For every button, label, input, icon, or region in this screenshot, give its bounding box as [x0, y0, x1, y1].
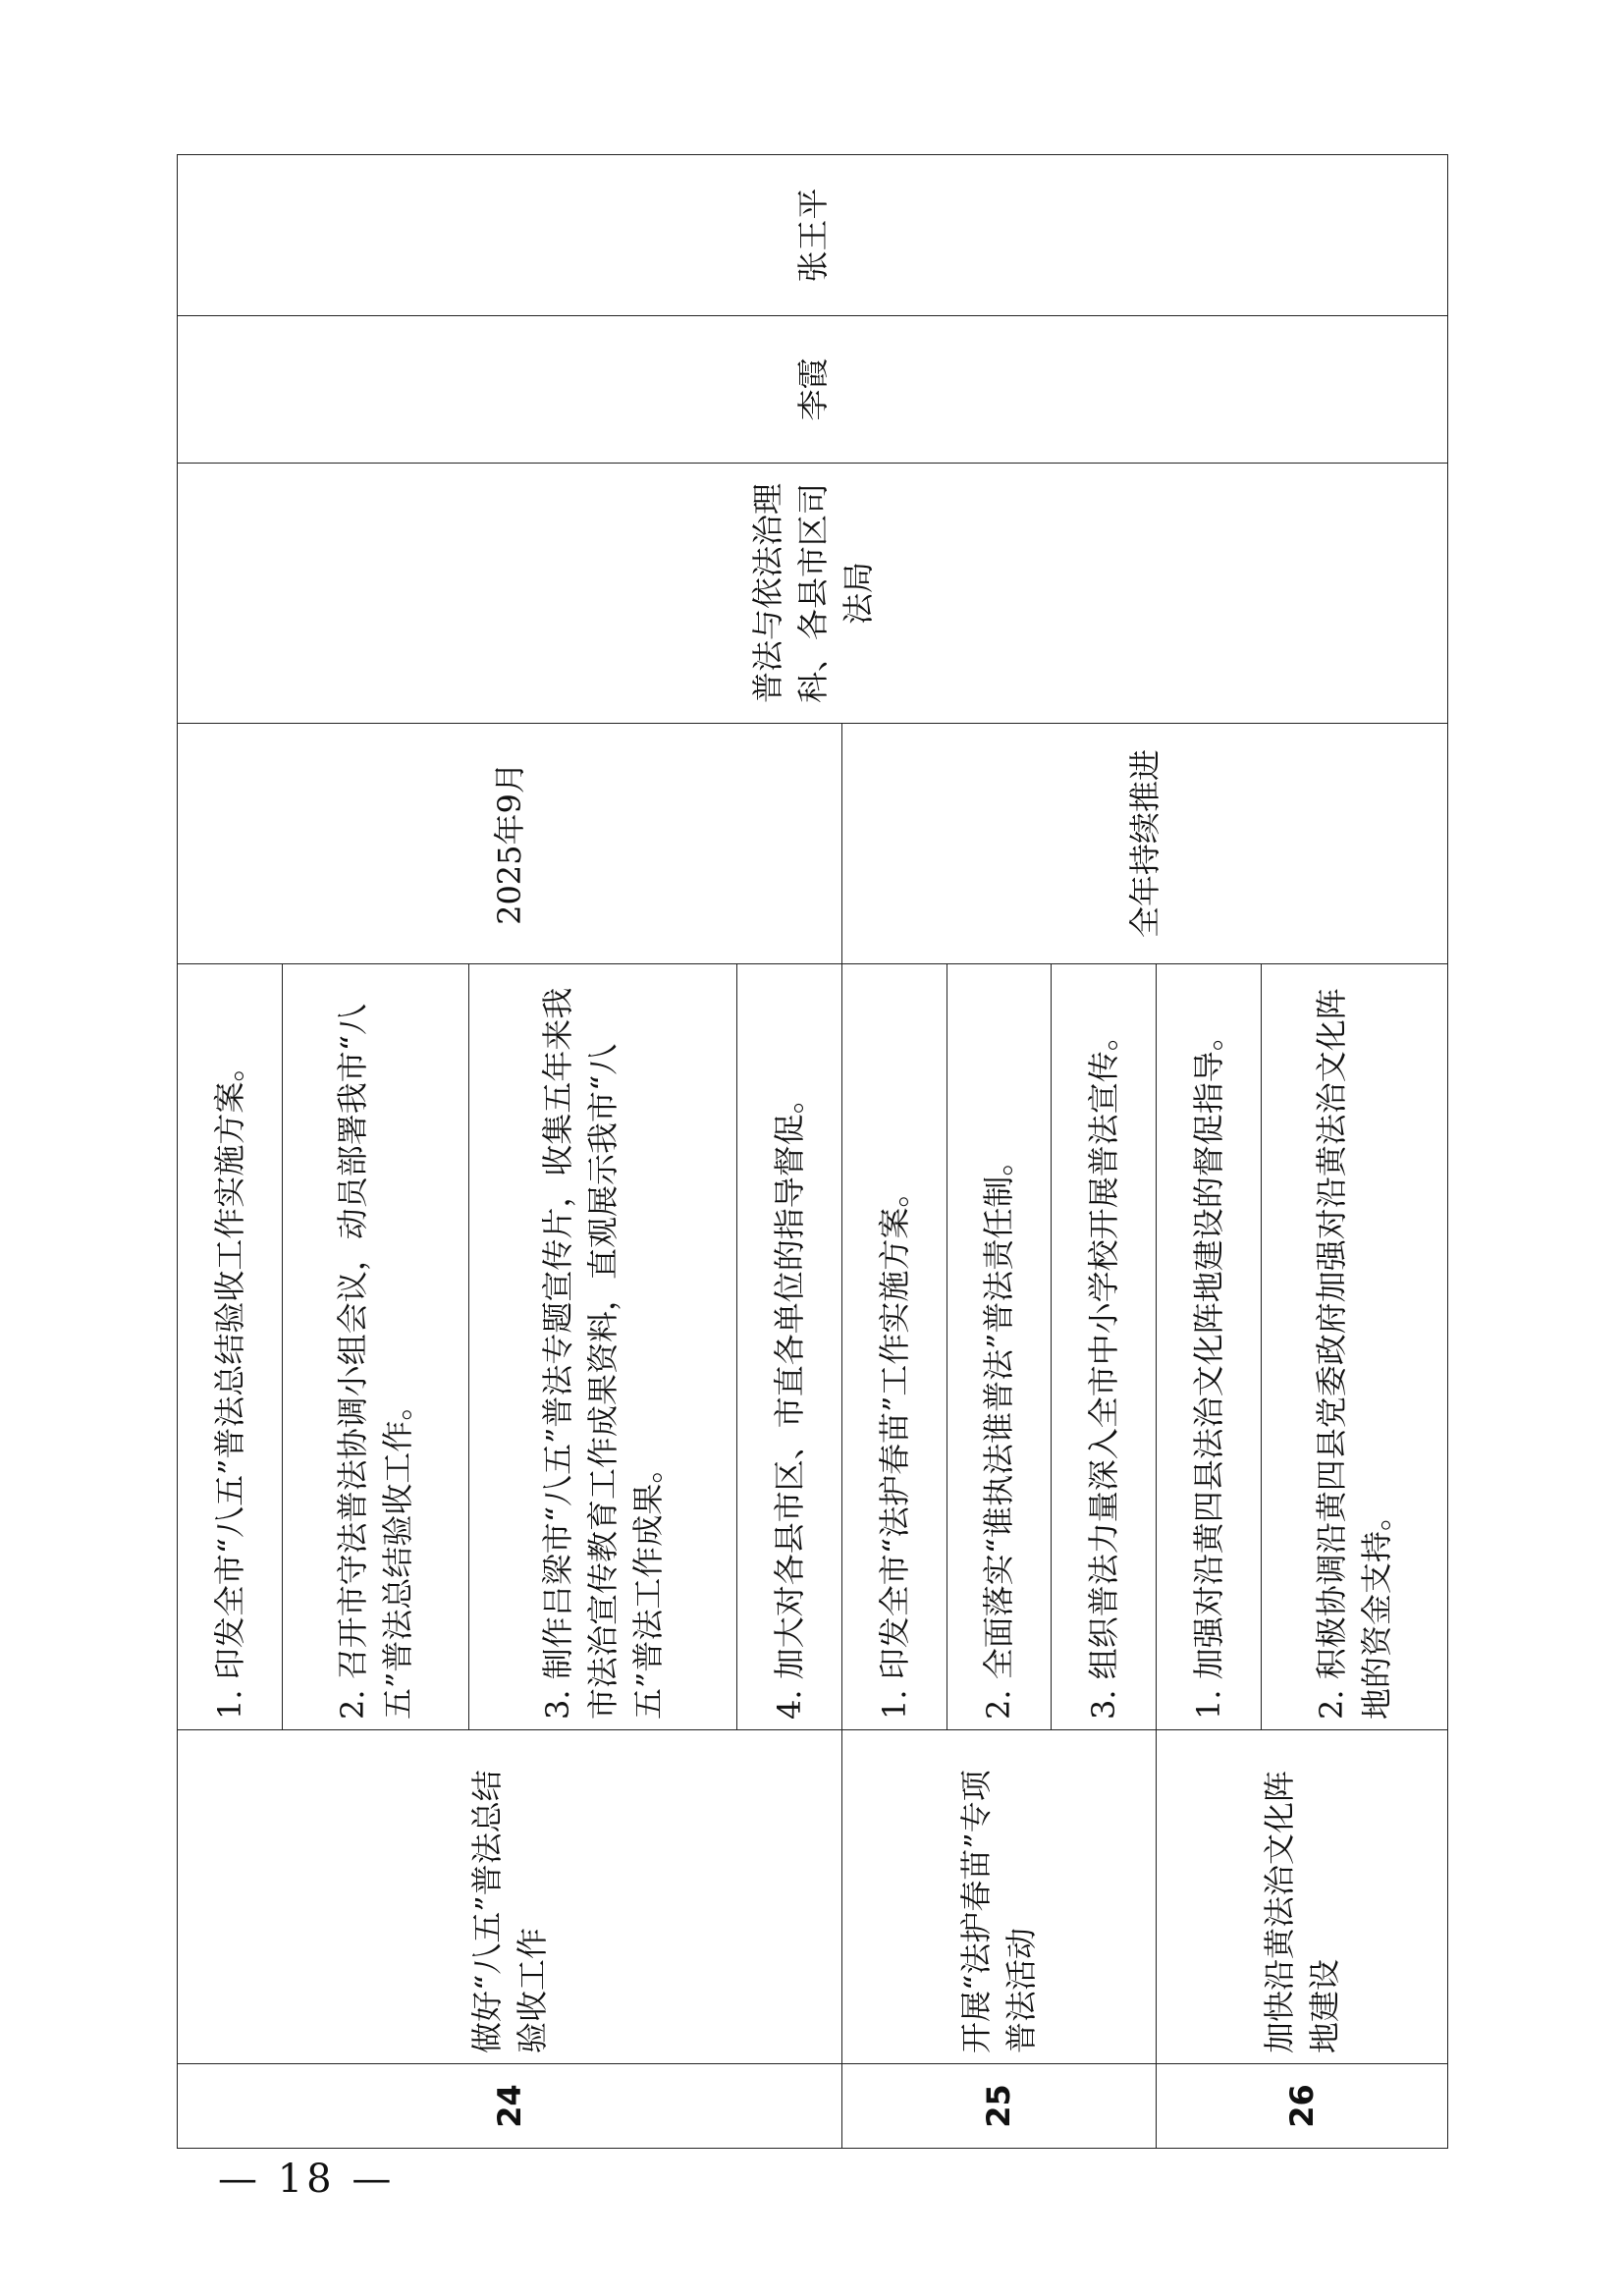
page-number: — 18 —	[218, 2157, 396, 2202]
measure-cell: 3. 组织普法力量深入全市中小学校开展普法宣传。	[1052, 964, 1157, 1730]
owner-cell: 张王平	[178, 155, 1448, 316]
seq-cell: 24	[178, 2064, 842, 2149]
task-cell: 开展“法护春苗”专项普法活动	[841, 1730, 1156, 2064]
measure-cell: 4. 加大对各县市区、市直各单位的指导督促。	[737, 964, 842, 1730]
task-cell: 加快沿黄法治文化阵地建设	[1157, 1730, 1448, 2064]
measure-cell: 3. 制作吕梁市“八五”普法专题宣传片，收集五年来我市法治宣传教育工作成果资料，直观展示我市“八五”普法工作成果。	[468, 964, 736, 1730]
seq-cell: 26	[1157, 2064, 1448, 2149]
table-row	[178, 155, 283, 2149]
unit-cell: 普法与依法治理科、各县市区司法局	[178, 464, 1448, 724]
measure-cell: 2. 全面落实“谁执法谁普法”普法责任制。	[947, 964, 1052, 1730]
time-cell: 2025年9月	[178, 724, 842, 964]
measure-cell: 2. 积极协调沿黄四县党委政府加强对沿黄法治文化阵地的资金支持。	[1261, 964, 1447, 1730]
measure-cell: 1. 加强对沿黄四县法治文化阵地建设的督促指导。	[1157, 964, 1262, 1730]
measure-cell: 2. 召开市守法普法协调小组会议，动员部署我市“八五”普法总结验收工作。	[282, 964, 468, 1730]
seq-cell: 25	[841, 2064, 1156, 2149]
lead-cell: 李霞	[178, 316, 1448, 464]
task-cell: 做好“八五”普法总结验收工作	[178, 1730, 842, 2064]
task-table	[177, 155, 1448, 2149]
measure-cell: 1. 印发全市“法护春苗”工作实施方案。	[841, 964, 947, 1730]
measure-cell: 1. 印发全市“八五”普法总结验收工作实施方案。	[178, 964, 283, 1730]
time-cell: 全年持续推进	[841, 724, 1447, 964]
